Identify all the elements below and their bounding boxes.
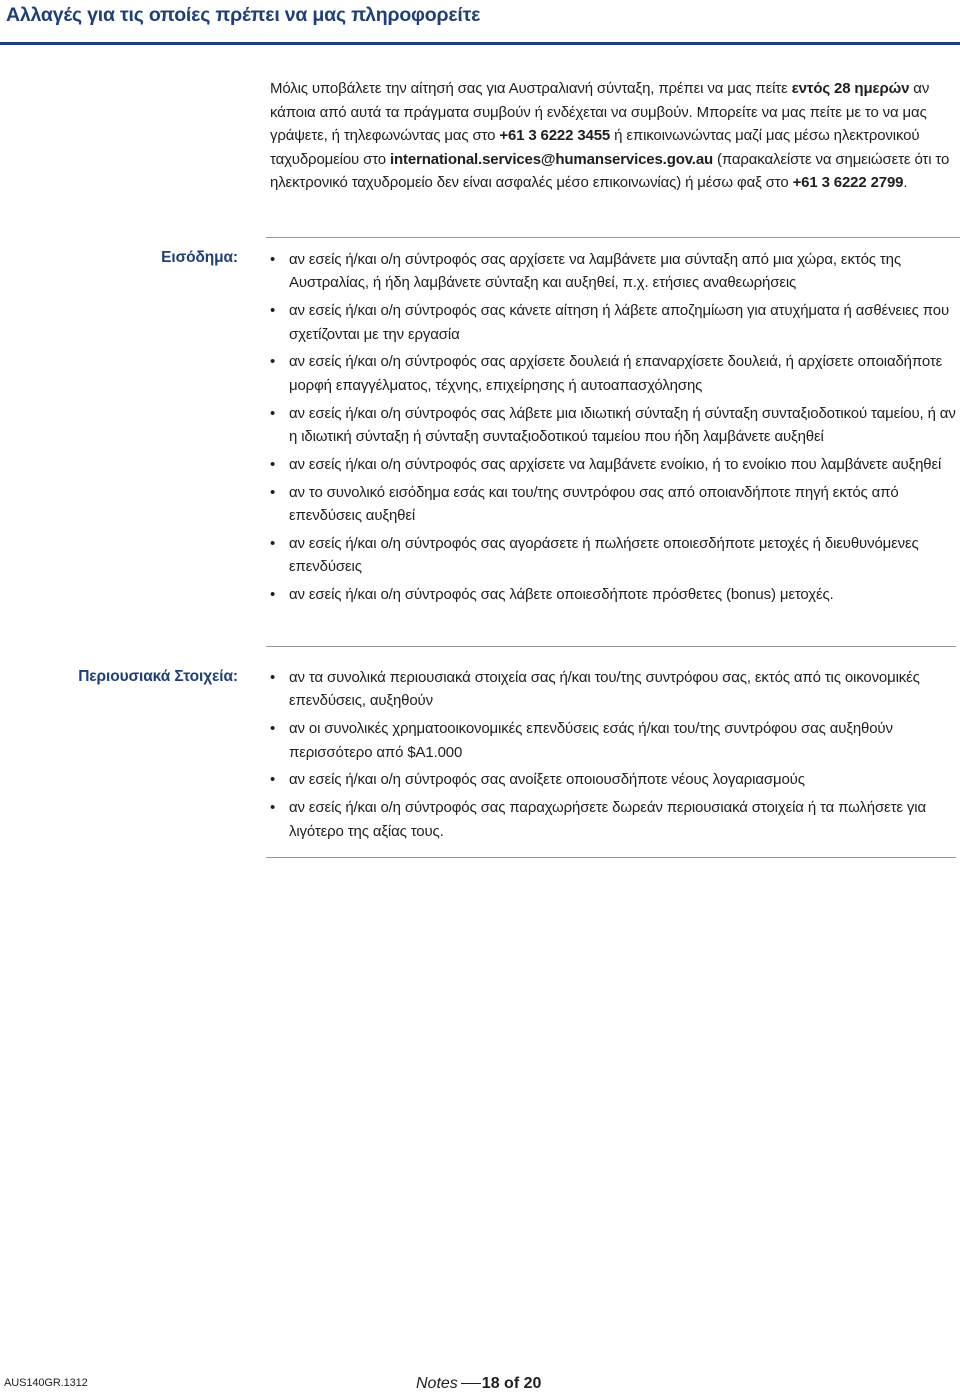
intro-fax: +61 3 6222 2799 (792, 174, 904, 192)
intro-text-2: αν κάποια από αυτά τα πράγματα συμβούν ή ενδέχεται να συμβούν. Μπορείτε να μας πείτε με το να μας γράψετε, ή τηλεφωνώντας μας στο (270, 80, 930, 145)
divider-assets-bottom (266, 857, 956, 858)
bullet-icon: • (270, 455, 276, 473)
intro-phone: +61 3 6222 3455 (499, 127, 611, 145)
list-item-text: αν εσείς ή/και ο/η σύντροφός σας κάνετε αίτηση ή λάβετε αποζημίωση για ατυχήματα ή ασθένειες που σχετίζονται με την εργασία (289, 302, 950, 343)
page-title: Αλλαγές για τις οποίες πρέπει να μας πληροφορείτε (6, 4, 481, 26)
list-item-text: αν τα συνολικά περιουσιακά στοιχεία σας ή/και του/της συντρόφου σας, εκτός από τις οικονομικές επενδύσεις, αυξηθούν (289, 669, 920, 710)
bullet-icon: • (270, 302, 276, 320)
list-item-text: αν εσείς ή/και ο/η σύντροφός σας αγοράσετε ή πωλήσετε οποιεσδήποτε μετοχές ή διευθυνόμενες επενδύσεις (289, 534, 919, 576)
list-item (270, 299, 960, 346)
intro-paragraph (270, 77, 960, 195)
list-item (270, 350, 960, 397)
list-item (270, 583, 960, 606)
list-item (270, 248, 960, 295)
list-item-text: αν εσείς ή/και ο/η σύντροφός σας αρχίσετε να λαμβάνετε μια σύνταξη από μια χώρα, εκτός της Αυστραλίας, ή ήδη λαμβάνετε σύνταξη και αυξηθεί, π.χ. ετήσιες αναθεωρήσεις (289, 251, 901, 292)
bullet-icon: • (270, 586, 276, 604)
intro-text-4: (παρακαλείστε να σημειώσετε ότι το ηλεκτρονικό ταχυδρομείο δεν είναι ασφαλές μέσο επικοινωνίας) ή μέσω φαξ στο (270, 150, 950, 192)
list-item (270, 768, 960, 791)
income-label: Εισόδημα: (161, 249, 238, 266)
bullet-icon: • (270, 669, 276, 686)
page-number: 18 of 20 (481, 1375, 542, 1392)
list-item-text: αν εσείς ή/και ο/η σύντροφός σας αρχίσετε δουλειά ή επαναρχίσετε δουλειά, ή αρχίσετε οποιαδήποτε μορφή επαγγέλματος, τέχνης, επιχείρησης ή αυτοαπασχόλησης (289, 353, 943, 394)
assets-list (270, 666, 960, 847)
list-item (270, 481, 960, 528)
list-item-text: αν εσείς ή/και ο/η σύντροφός σας λάβετε μια ιδιωτική σύνταξη ή σύνταξη συνταξιοδοτικού ταμείου, ή αν η ιδιωτική σύνταξη ή σύνταξη συνταξιοδοτικού ταμείου που ήδη λαμβάνετε αυξηθεί (289, 404, 956, 446)
bullet-icon: • (270, 251, 276, 268)
intro-text-1: Μόλις υποβάλετε την αίτησή σας για Αυστραλιανή σύνταξη, πρέπει να μας πείτε (270, 80, 792, 97)
intro-text-3: ή επικοινωνώντας μαζί μας μέσω ηλεκτρονικού ταχυδρομείου στο (270, 127, 920, 168)
list-item-text: αν το συνολικό εισόδημα εσάς και του/της συντρόφου σας από οποιανδήποτε πηγή εκτός από επενδύσεις αυξηθεί (289, 483, 899, 525)
list-item (270, 796, 960, 843)
intro-email: international.services@humanservices.gov.au (390, 150, 714, 168)
bullet-icon: • (270, 799, 276, 817)
bullet-icon: • (270, 483, 276, 501)
divider-assets-top (266, 646, 956, 647)
divider-income-top (266, 237, 960, 238)
list-item-text: αν οι συνολικές χρηματοοικονομικές επενδύσεις εσάς ή/και του/της συντρόφου σας αυξηθούν περισσότερο από $A1.000 (289, 720, 893, 761)
list-item (270, 717, 960, 764)
page-footer (416, 1375, 541, 1393)
list-item-text: αν εσείς ή/και ο/η σύντροφός σας λάβετε οποιεσδήποτε πρόσθετες (bonus) μετοχές. (289, 586, 834, 604)
list-item (270, 402, 960, 449)
list-item (270, 453, 960, 476)
list-item-text: αν εσείς ή/και ο/η σύντροφός σας ανοίξετε οποιουσδήποτε νέους λογαριασμούς (289, 771, 805, 789)
footer-notes-label: Notes (416, 1375, 458, 1392)
bullet-icon: • (270, 534, 276, 552)
assets-label: Περιουσιακά Στοιχεία: (78, 668, 238, 685)
list-item (270, 532, 960, 579)
income-list (270, 248, 960, 611)
intro-text-5: . (903, 174, 908, 192)
list-item (270, 666, 960, 713)
title-rule (0, 42, 960, 45)
bullet-icon: • (270, 353, 276, 371)
list-item-text: αν εσείς ή/και ο/η σύντροφός σας αρχίσετε να λαμβάνετε ενοίκιο, ή το ενοίκιο που λαμβάνετε αυξηθεί (289, 455, 942, 473)
bullet-icon: • (270, 404, 276, 422)
list-item-text: αν εσείς ή/και ο/η σύντροφός σας παραχωρήσετε δωρεάν περιουσιακά στοιχεία ή τα πωλήσετε για λιγότερο της αξίας τους. (289, 799, 926, 840)
bullet-icon: • (270, 720, 276, 738)
intro-deadline: εντός 28 ημερών (791, 80, 910, 97)
footer-dash (461, 1383, 481, 1384)
bullet-icon: • (270, 771, 276, 789)
document-code: AUS140GR.1312 (4, 1377, 88, 1389)
